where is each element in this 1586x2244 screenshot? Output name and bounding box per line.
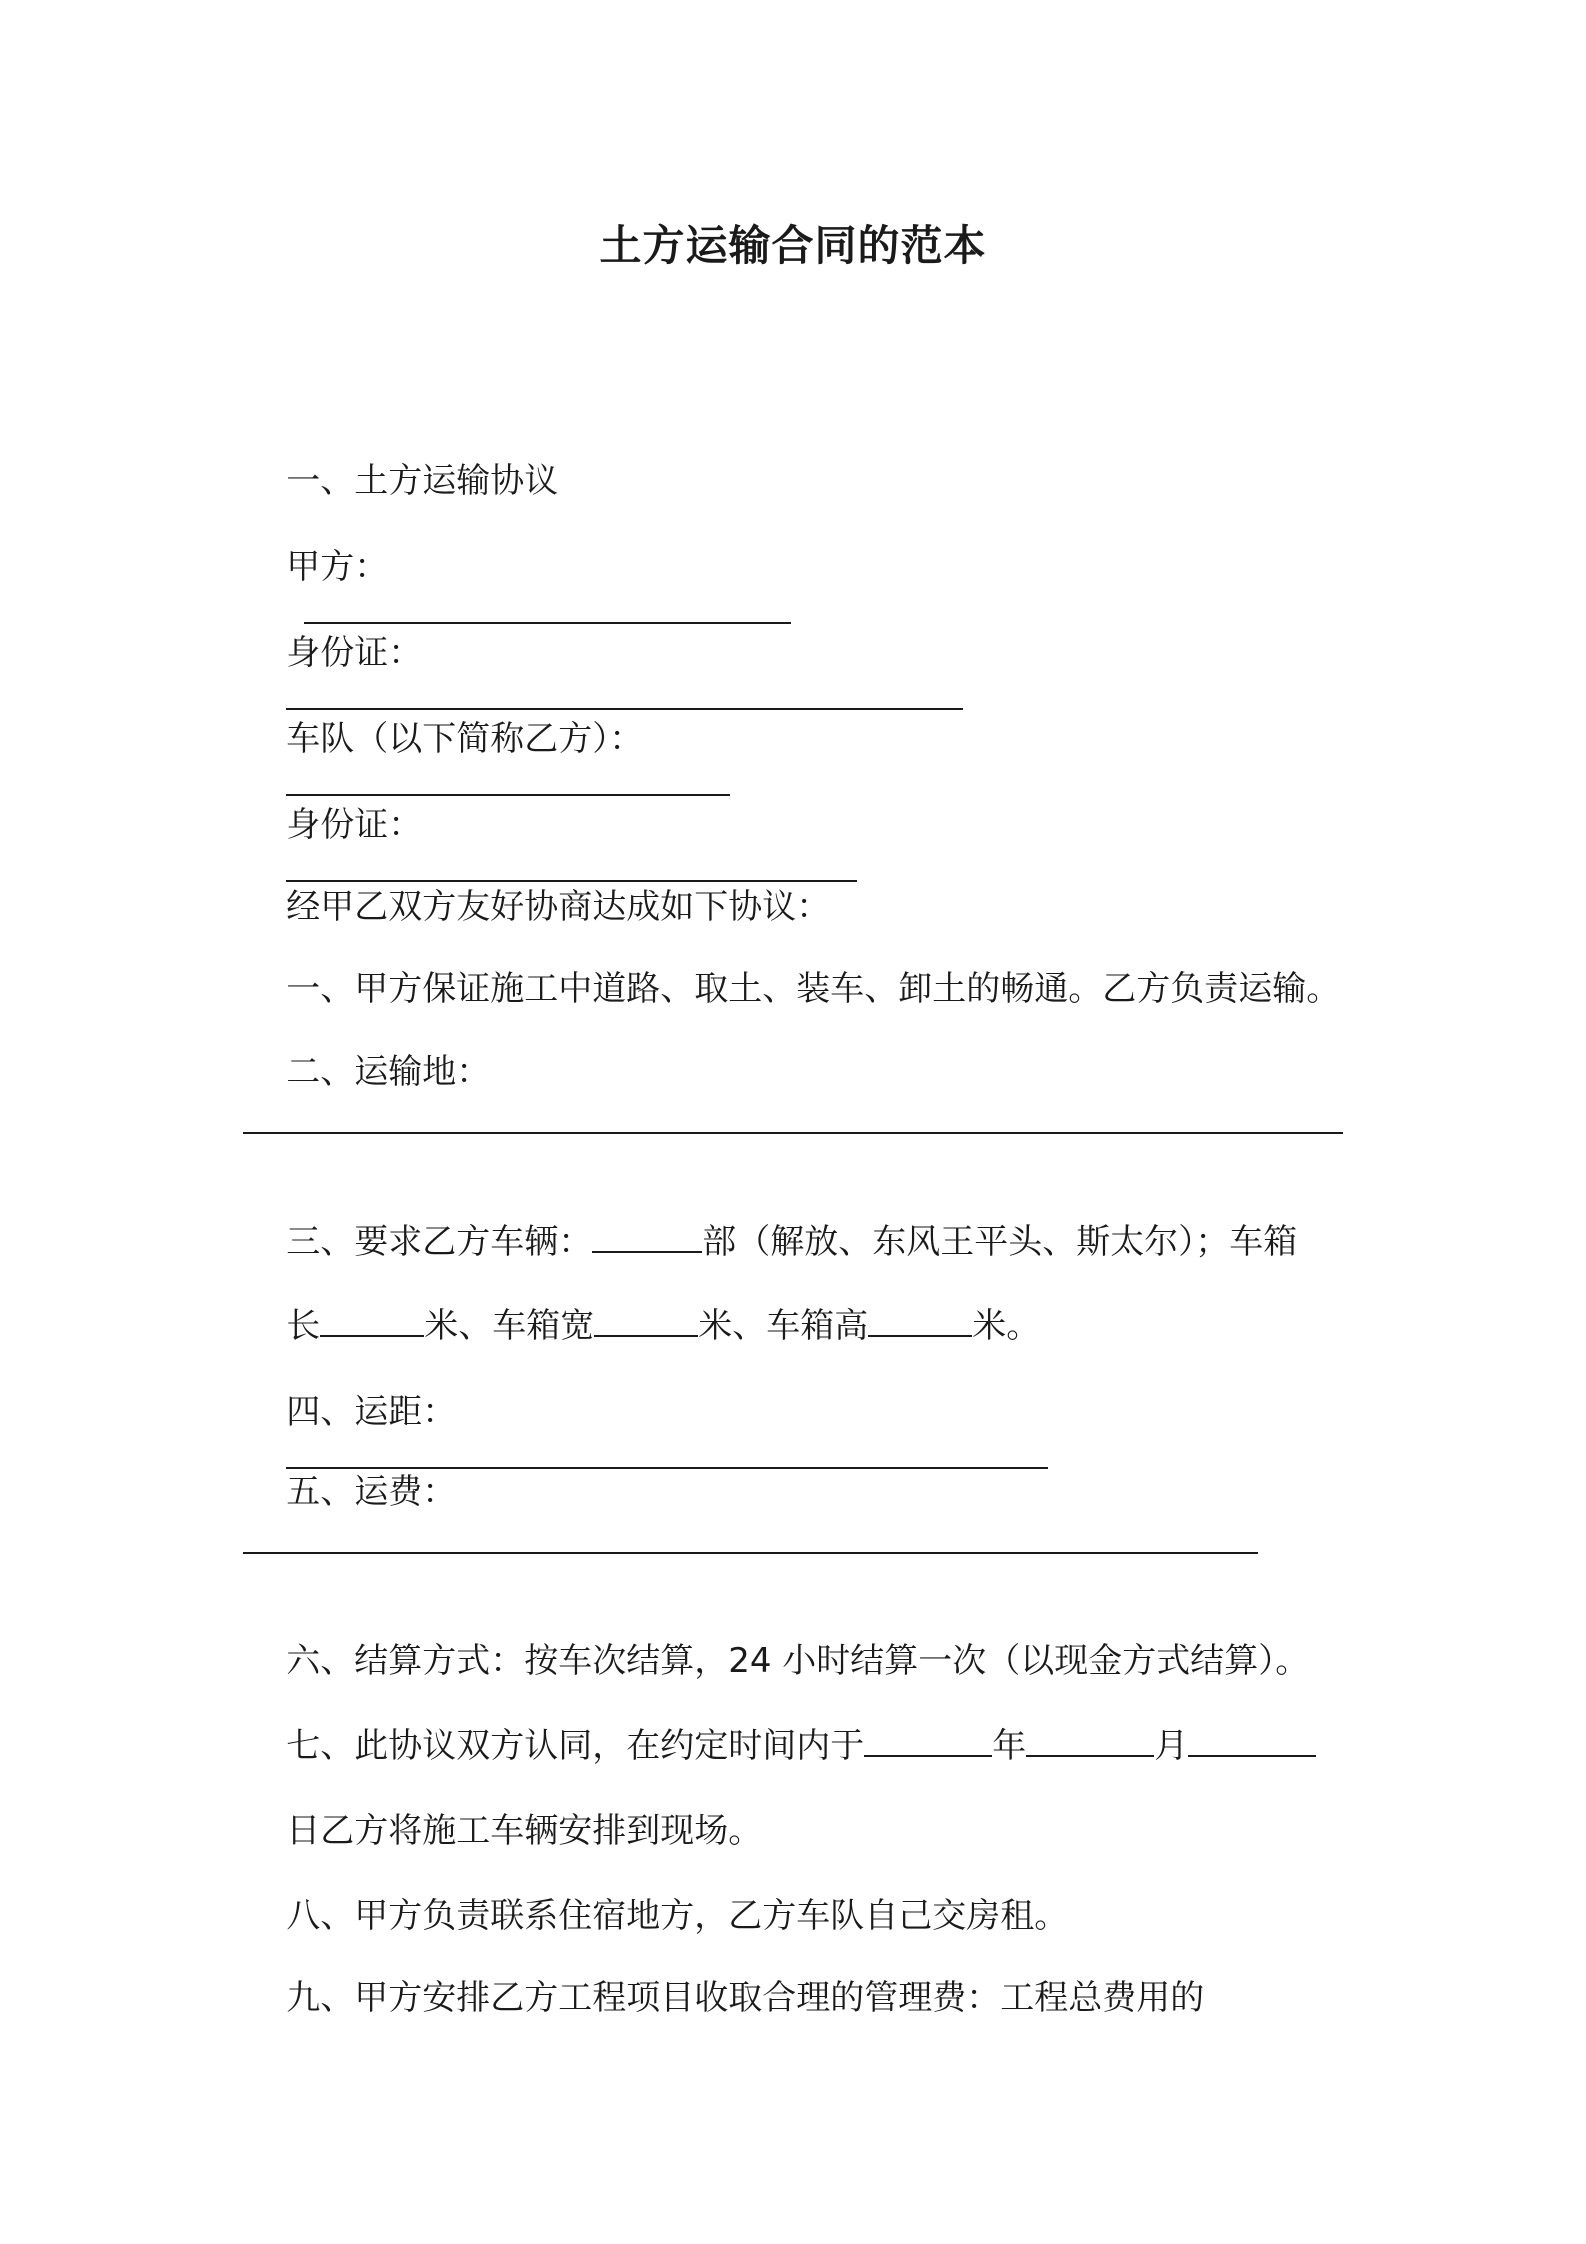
box-height-label: 米、车箱高: [698, 1306, 869, 1346]
id-label-1: 身份证：: [286, 633, 423, 673]
party-b-label: 车队（以下简称乙方）：: [286, 719, 644, 759]
clause-7-prefix: 七、此协议双方认同，在约定时间内于: [286, 1726, 865, 1766]
box-end-text: 米。: [972, 1306, 1041, 1346]
clause-3-prefix: 三、要求乙方车辆：: [286, 1222, 593, 1262]
clause-6-text: 六、结算方式：按车次结算，24 小时结算一次（以现金方式结算）。: [286, 1641, 1310, 1681]
clause-9-text: 九、甲方安排乙方工程项目收取合理的管理费：工程总费用的: [286, 1978, 1205, 2018]
party-a-label: 甲方：: [286, 547, 389, 587]
clause-2-text: 二、运输地：: [286, 1052, 491, 1092]
year-blank[interactable]: [864, 1725, 992, 1757]
clause-1-text: 一、甲方保证施工中道路、取土、装车、卸土的畅通。乙方负责运输。: [286, 969, 1341, 1009]
box-height-blank[interactable]: [868, 1305, 972, 1337]
box-length-label: 长: [286, 1306, 321, 1346]
destination-blank[interactable]: [243, 1132, 1343, 1134]
clause-3-suffix: 部（解放、东风王平头、斯太尔）；车箱: [702, 1222, 1298, 1262]
section-heading-text: 一、土方运输协议: [286, 461, 559, 501]
box-width-blank[interactable]: [594, 1305, 698, 1337]
clause-9-row: [243, 1929, 1204, 2067]
clause-4-text: 四、运距：: [286, 1392, 457, 1432]
box-length-blank[interactable]: [320, 1305, 424, 1337]
clause-5-text: 五、运费：: [286, 1472, 457, 1512]
document-title: 土方运输合同的范本: [599, 221, 987, 270]
clause-2-row: [243, 1003, 490, 1141]
month-label: 月: [1154, 1726, 1189, 1766]
id-label-2: 身份证：: [286, 805, 423, 845]
month-blank[interactable]: [1026, 1725, 1154, 1757]
box-width-label: 米、车箱宽: [424, 1306, 595, 1346]
clause-8-text: 八、甲方负责联系住宿地方，乙方车队自己交房租。: [286, 1896, 1069, 1936]
vehicle-count-blank[interactable]: [592, 1221, 702, 1253]
freight-blank[interactable]: [243, 1552, 1258, 1554]
clause-5-row: [243, 1423, 456, 1561]
day-blank[interactable]: [1188, 1725, 1316, 1757]
clause-7b-text: 日乙方将施工车辆安排到现场。: [286, 1811, 763, 1851]
intro-text: 经甲乙双方友好协商达成如下协议：: [286, 887, 831, 927]
year-label: 年: [992, 1726, 1027, 1766]
